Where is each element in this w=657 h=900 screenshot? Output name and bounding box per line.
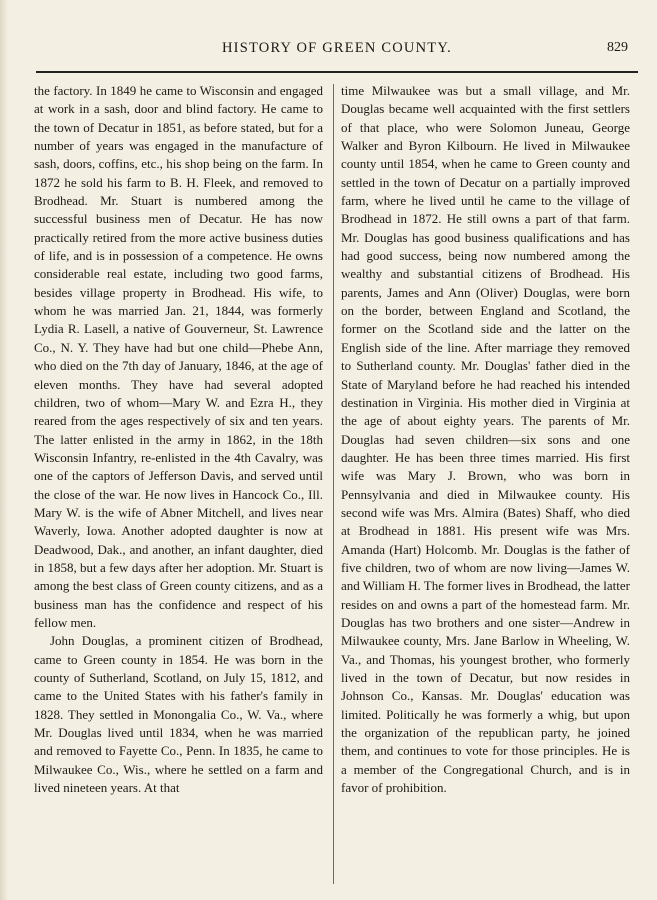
header-rule xyxy=(36,71,638,73)
douglas-paragraph-continued: time Milwaukee was but a small village, and Mr. Douglas became well acquainted with the first settlers of that place, who were Solomon Juneau, George Walker and Byron Kilbourn. He lived in Milwaukee county until 1854, when he came to Green county and settled in the town of Decatur on a partially improved farm, where he lived until he came to the village of Brodhead in 1872. He still owns a part of that farm. Mr. Douglas has good business qualifications and has had good success, being now numbered among the wealthy and substantial citizens of Brodhead. His parents, James and Ann (Oliver) Douglas, were born on the border, between England and Scotland, the former on the Scotland side and the latter on the English side of the line. After marriage they removed to Sutherland county. Mr. Douglas' father died in the State of Maryland before he had reached his intended destination in Virginia. His mother died in Virginia at the age of about eighty years. The parents of Mr. Douglas had seven children—six sons and one daughter. He has been three times married. His first wife was Mary J. Brown, who was born in Pennsylvania and died in Milwaukee county. His second wife was Mrs. Almira (Bates) Shaff, who died at Brodhead in 1881. His present wife was Mrs. Amanda (Hart) Holcomb. Mr. Douglas is the father of five children, two of whom are now living—James W. and William H. The former lives in Brodhead, the latter resides on and owns a part of the homestead farm. Mr. Douglas has two brothers and one sister—Andrew in Milwaukee county, Mrs. Jane Barlow in Wheeling, W. Va., and Thomas, his youngest brother, who formerly lived in the town of Decatur, but now resides in Johnson Co., Kansas. Mr. Douglas' education was limited. Politically he was formerly a whig, but upon the organization of the republican party, he joined them, and continues to vote for those principles. He is a member of the Congregational Church, and is in favor of prohibition. xyxy=(341,83,630,796)
running-head: HISTORY OF GREEN COUNTY. xyxy=(222,40,452,56)
page-edge-shadow xyxy=(0,0,8,900)
right-column xyxy=(341,82,630,797)
column-divider xyxy=(333,84,334,884)
stuart-paragraph: the factory. In 1849 he came to Wisconsin and engaged at work in a sash, door and blind factory. He came to the town of Decatur in 1851, as before stated, but for a number of years was engaged in the manufacture of sash, doors, coffins, etc., his shop being on the farm. In 1872 he sold his farm to B. H. Fleek, and removed to Brodhead. Mr. Stuart is numbered among the successful business men of Decatur. He has now practically retired from the more active business duties of life, and is in possession of a competence. He owns considerable real estate, including two good farms, besides village property in Brodhead. His wife, to whom he was married Jan. 21, 1844, was formerly Lydia R. Lasell, a native of Gouverneur, St. Lawrence Co., N. Y. They have had but one child—Phebe Ann, who died on the 7th day of January, 1846, at the age of eleven months. They have had several adopted children, two of whom—Mary W. and Ezra H., they reared from the ages respectively of six and ten years. The latter enlisted in the army in 1862, in the 18th Wisconsin Infantry, re-enlisted in the 4th Cavalry, was one of the captors of Jefferson Davis, and served until the close of the war. He now lives in Hancock Co., Ill. Mary W. is the wife of Abner Mitchell, and lives near Waverly, Iowa. Another adopted daughter is now at Deadwood, Dak., and another, an infant daughter, died in 1858, but a few days after her adoption. Mr. Stuart is among the best class of Green county citizens, and as a business man has the confidence and respect of his fellow men. xyxy=(34,83,323,630)
page-number: 829 xyxy=(607,40,628,55)
douglas-paragraph-start: John Douglas, a prominent citizen of Brodhead, came to Green county in 1854. He was born in the county of Sutherland, Scotland, on July 15, 1812, and came to the United States with his father's family in 1828. They settled in Monongalia Co., W. Va., where Mr. Douglas lived until 1834, when he was married and removed to Fayette Co., Penn. In 1835, he came to Milwaukee Co., Wis., where he settled on a farm and lived nineteen years. At that xyxy=(34,633,323,796)
left-column xyxy=(34,82,323,797)
page-header xyxy=(36,36,638,58)
